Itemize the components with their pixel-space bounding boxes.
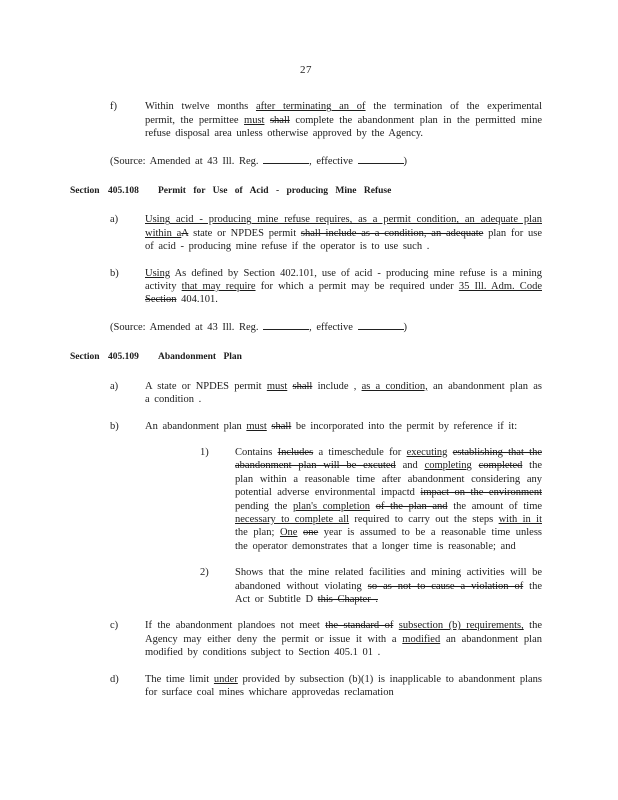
text-run: Using acid - producing mine refuse requires, as a permit condition, an adequate plan within a [145,214,542,239]
list-item-label: b) [110,267,119,279]
text-run: impact on the environment [420,487,542,499]
list-item [200,446,542,553]
text-run: The time limit [145,673,214,685]
blank-line [263,154,309,164]
list-item [110,380,542,407]
section-heading [70,351,542,364]
list-item [110,619,542,659]
text-run: for which a permit may be required under [255,281,459,293]
text-run: plan for use of acid - producing mine refuse if the operator is to use such . [145,227,542,253]
text-run: subsection (b) requirements, [398,620,524,632]
section-heading [70,185,542,198]
text-run: provided by subsection (b)(1) is inapplicable to abandonment plans for surface coal mines whichare approvedas reclamation [145,673,542,698]
text-run: 404.101. [176,294,218,306]
list-item-body [145,673,542,700]
text-run: A state or NPDES permit [145,380,267,392]
text-run: ) [403,321,408,333]
text-run: necessary to complete all [235,513,350,525]
list-item-body [145,619,542,659]
text-run: 35 Ill. Adm. Code [458,281,542,293]
list-item [110,267,542,307]
text-run: (Source: Amended at 43 Ill. Reg. [110,155,264,167]
text-run: Within twelve months [145,101,256,113]
list-item [110,673,542,700]
list-item-label: 2) [200,567,209,579]
text-run: under [213,673,238,685]
text-run: the termination of the experimental permit, the permittee [145,101,542,126]
page-number: 27 [300,64,312,76]
list-item-body [145,213,542,253]
text-run: completed [478,460,523,472]
content [70,64,542,712]
text-run: the plan; [235,527,280,539]
text-run: be incorporated into the permit by reference if it: [291,420,518,432]
text-run: with in it [498,513,542,525]
text-run: pending the [235,500,294,512]
list-item-body [145,380,542,407]
text-run: and [395,460,425,472]
text-run: as a condition, [361,380,428,392]
text-run: must [266,380,288,392]
text-run: state or NPDES permit [188,227,301,239]
text-run: ) [403,155,408,167]
text-run: Includes [277,446,314,458]
text-run: one [303,527,319,539]
text-run: If the abandonment plandoes not meet [145,620,326,632]
blank-line [263,320,309,330]
list-item-label: a) [110,380,119,392]
blank-line [358,320,404,330]
text-run: the Act or Subtitle D [235,580,543,605]
list-item-label: c) [110,620,119,632]
text-run: include , [312,380,362,392]
list-item-label: b) [110,420,119,432]
text-run: shall include as a condition, an adequate [300,227,484,239]
list-item-label: f) [110,101,117,113]
text-run: the Agency may either deny the permit or issue it with a [145,620,543,645]
list-item-body [145,267,542,307]
text-run: the amount of time [447,500,543,512]
text-run: As defined by Section 402.101, use of acid - producing mine refuse is a mining activity [145,267,542,293]
text-run: this Chapter . [317,593,378,605]
source-line [110,320,542,334]
section-number: 405.108 [108,186,139,197]
text-run: required to carry out the steps [349,513,499,525]
section-number: 405.109 [108,352,139,363]
text-run: year is assumed to be a reasonable time unless the operator demonstrates that a longer time is reasonable; and [235,527,542,552]
list-item-label: 1) [200,446,209,458]
text-run: complete the abandonment plan in the permitted mine refuse disposal area unless otherwise approved by the Agency. [145,114,543,140]
section-title: Permit for Use of Acid - producing Mine Refuse [158,186,392,197]
text-run: after terminating an of [255,101,366,113]
text-run [472,460,479,471]
text-run: shall [271,420,292,432]
text-run: Using [145,267,171,279]
text-run: Contains [235,446,278,458]
list-item [110,213,542,253]
list-item [110,100,542,140]
text-run: shall [292,380,313,392]
list-item [110,420,542,433]
list-item-body [145,100,542,140]
list-item-body [235,566,542,606]
text-run: an abandonment plan modified by conditions subject to Section 405.1 01 . [145,633,542,659]
text-run: A [181,227,189,239]
text-run: completing [424,460,472,472]
text-run: of the plan and [375,500,448,512]
section-word: Section [70,352,100,363]
text-run: the standard of [325,620,394,632]
source-line [110,154,542,168]
text-run: , effective [309,155,358,167]
section-title: Abandonment Plan [158,352,242,363]
text-run: must [246,420,267,432]
text-run: modified [402,633,441,645]
text-run: executing [406,446,448,458]
text-run: so as not to cause a violation of [367,580,524,592]
text-run: shall [269,114,290,126]
text-run: , effective [309,321,358,333]
text-run: the plan within a reasonable time after abandonment considering any potential adverse environmental impactd [235,460,542,499]
section-word: Section [70,186,100,197]
text-run: must [244,114,265,126]
list-item-body [145,420,542,433]
text-run: a timeschedule for [313,446,407,458]
blocks-host [70,100,542,699]
text-run: (Source: Amended at 43 Ill. Reg. [110,321,264,333]
text-run: that may require [181,281,256,293]
text-run: Shows that the mine related facilities and mining activities will be abandoned without violating [235,567,542,592]
list-item [200,566,542,606]
text-run: One [279,527,298,539]
text-run: an abandonment plan as a condition . [145,380,542,406]
text-run: plan's completion [293,500,371,512]
text-run: establishing that the abandonment plan will be excuted [235,446,542,472]
text-run: Section [145,294,177,306]
list-item-label: d) [110,673,119,685]
list-item-label: a) [110,214,119,226]
text-run: An abandonment plan [145,420,247,432]
blank-line [358,154,404,164]
list-item-body [235,446,542,553]
